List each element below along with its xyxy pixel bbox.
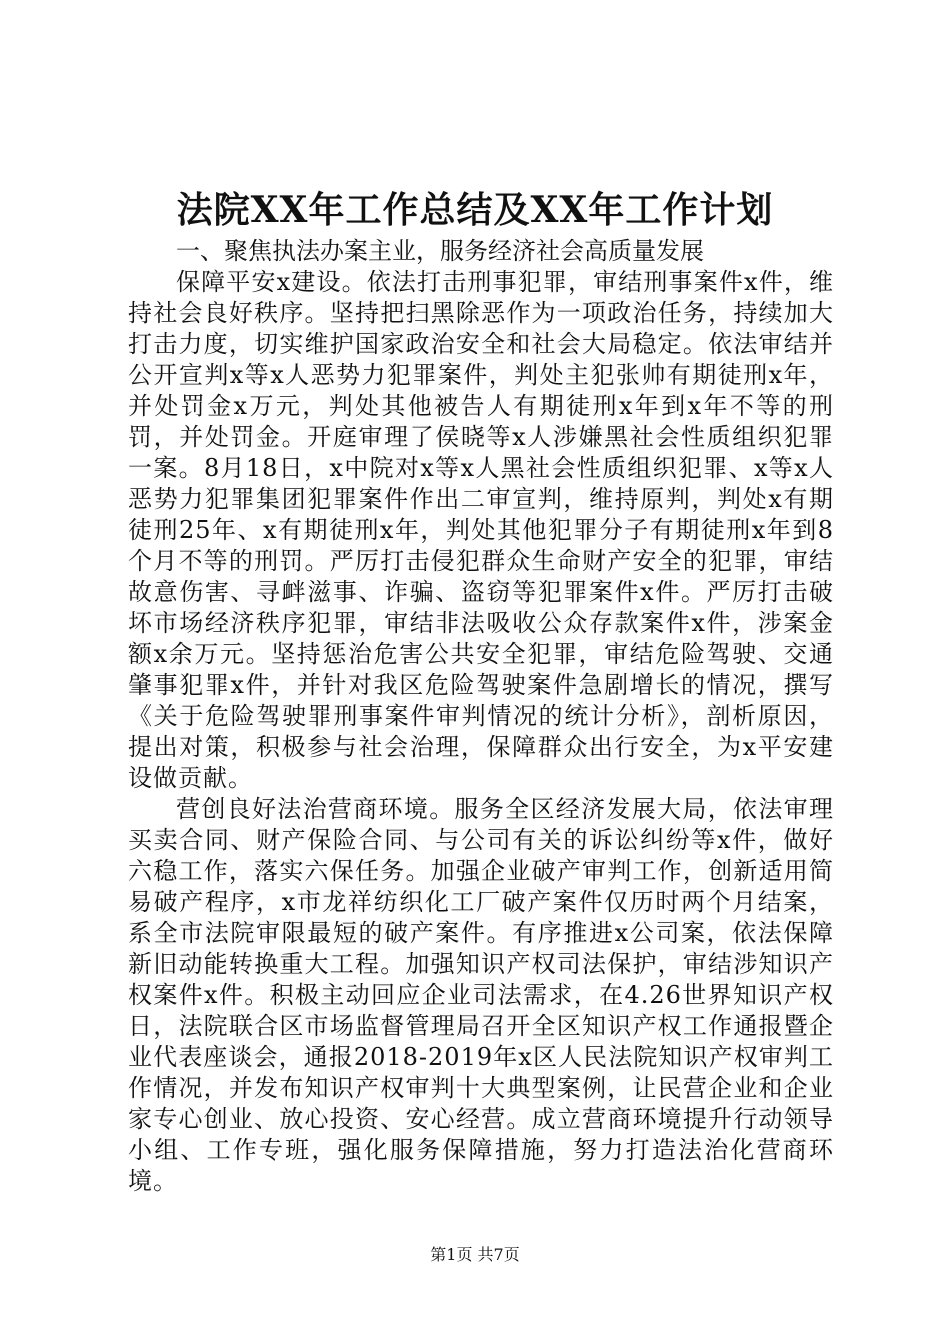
document-body bbox=[128, 236, 834, 1197]
paragraph-public-safety: 保障平安x建设。依法打击刑事犯罪，审结刑事案件x件，维持社会良好秩序。坚持把扫黑除恶作为一项政治任务，持续加大打击力度，切实维护国家政治安全和社会大局稳定。依法审结并公开宣判x等x人恶势力犯罪案件，判处主犯张帅有期徒刑x年，并处罚金x万元，判处其他被告人有期徒刑x年到x年不等的刑罚，并处罚金。开庭审理了侯晓等x人涉嫌黑社会性质组织犯罪一案。8月18日，x中院对x等x人黑社会性质组织犯罪、x等x人恶势力犯罪集团犯罪案件作出二审宣判，维持原判，判处x有期徒刑25年、x有期徒刑x年，判处其他犯罪分子有期徒刑x年到8个月不等的刑罚。严厉打击侵犯群众生命财产安全的犯罪，审结故意伤害、寻衅滋事、诈骗、盗窃等犯罪案件x件。严厉打击破坏市场经济秩序犯罪，审结非法吸收公众存款案件x件，涉案金额x余万元。坚持惩治危害公共安全犯罪，审结危险驾驶、交通肇事犯罪x件，并针对我区危险驾驶案件急剧增长的情况，撰写《关于危险驾驶罪刑事案件审判情况的统计分析》，剖析原因，提出对策，积极参与社会治理，保障群众出行安全，为x平安建设做贡献。 bbox=[128, 268, 834, 792]
section-heading: 一、聚焦执法办案主业，服务经济社会高质量发展 bbox=[176, 237, 704, 265]
page-number-footer: 第1页 共7页 bbox=[430, 1245, 520, 1264]
page-title: 法院XX年工作总结及XX年工作计划 bbox=[176, 189, 774, 231]
paragraph-business-environment: 营创良好法治营商环境。服务全区经济发展大局，依法审理买卖合同、财产保险合同、与公司有关的诉讼纠纷等x件，做好六稳工作，落实六保任务。加强企业破产审判工作，创新适用简易破产程序，x市龙祥纺织化工厂破产案件仅历时两个月结案，系全市法院审限最短的破产案件。有序推进x公司案，依法保障新旧动能转换重大工程。加强知识产权司法保护，审结涉知识产权案件x件。积极主动回应企业司法需求，在4.26世界知识产权日，法院联合区市场监督管理局召开全区知识产权工作通报暨企业代表座谈会，通报2018-2019年x区人民法院知识产权审判工作情况，并发布知识产权审判十大典型案例，让民营企业和企业家专心创业、放心投资、安心经营。成立营商环境提升行动领导小组、工作专班，强化服务保障措施，努力打造法治化营商环境。 bbox=[128, 795, 834, 1195]
